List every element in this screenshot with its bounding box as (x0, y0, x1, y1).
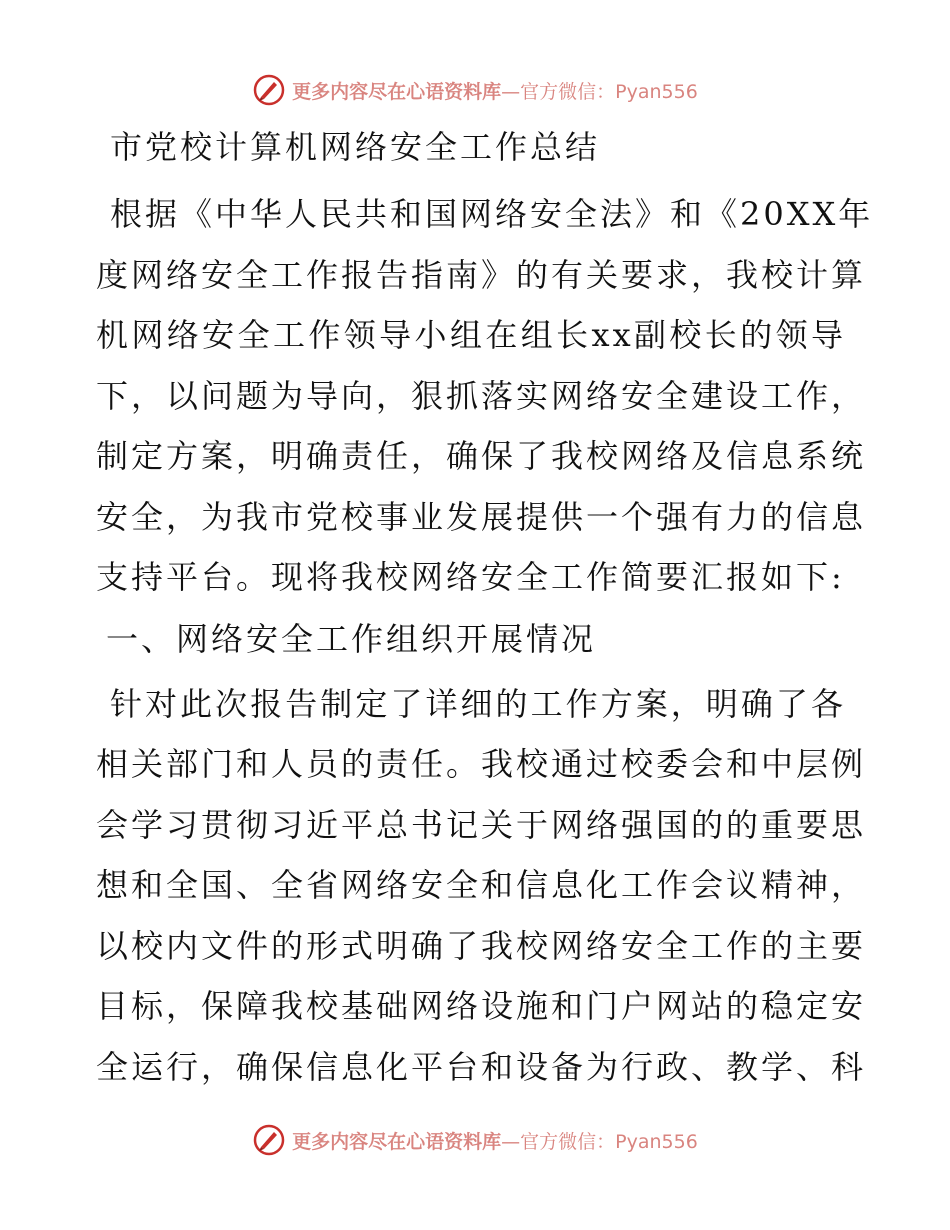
paragraph-line: 下，以问题为导向，狠抓落实网络安全建设工作， (96, 376, 867, 415)
pen-logo-icon (252, 73, 286, 107)
paragraph-line: 度网络安全工作报告指南》的有关要求，我校计算 (96, 255, 867, 294)
paragraph-line: 安全，为我市党校事业发展提供一个强有力的信息 (96, 497, 867, 536)
paragraph-line: 目标，保障我校基础网络设施和门户网站的稳定安 (96, 987, 867, 1025)
paragraph-line: 支持平台。现将我校网络安全工作简要汇报如下: (96, 558, 845, 596)
paragraph-line: 想和全国、全省网络安全和信息化工作会议精神， (96, 866, 867, 904)
paragraph-line: 会学习贯彻习近平总书记关于网络强国的的重要思 (96, 805, 867, 844)
paragraph-line: 制定方案，明确责任，确保了我校网络及信息系统 (96, 437, 867, 475)
paragraph-intro (96, 184, 874, 608)
watermark-footer (0, 1120, 950, 1160)
paragraph-section1 (96, 674, 867, 1098)
paragraph-line: 针对此次报告制定了详细的工作方案，明确了各 (110, 684, 846, 723)
watermark-text: 更多内容尽在心语资料库—官方微信：Pyan556 (292, 80, 698, 103)
section-heading: 一、网络安全工作组织开展情况 (106, 619, 597, 658)
document-body (96, 118, 874, 1097)
paragraph-line: 机网络安全工作领导小组在组长xx副校长的领导 (96, 316, 846, 354)
paragraph-line: 根据《中华人民共和国网络安全法》和《20XX年 (110, 195, 874, 233)
pen-logo-icon (252, 1123, 286, 1157)
watermark-text: 更多内容尽在心语资料库—官方微信：Pyan556 (292, 1130, 698, 1153)
paragraph-line: 相关部门和人员的责任。我校通过校委会和中层例 (96, 745, 867, 783)
document-title: 市党校计算机网络安全工作总结 (110, 128, 601, 166)
paragraph-line: 全运行，确保信息化平台和设备为行政、教学、科 (96, 1047, 867, 1086)
paragraph-line: 以校内文件的形式明确了我校网络安全工作的主要 (96, 926, 867, 965)
watermark-header (0, 70, 950, 110)
